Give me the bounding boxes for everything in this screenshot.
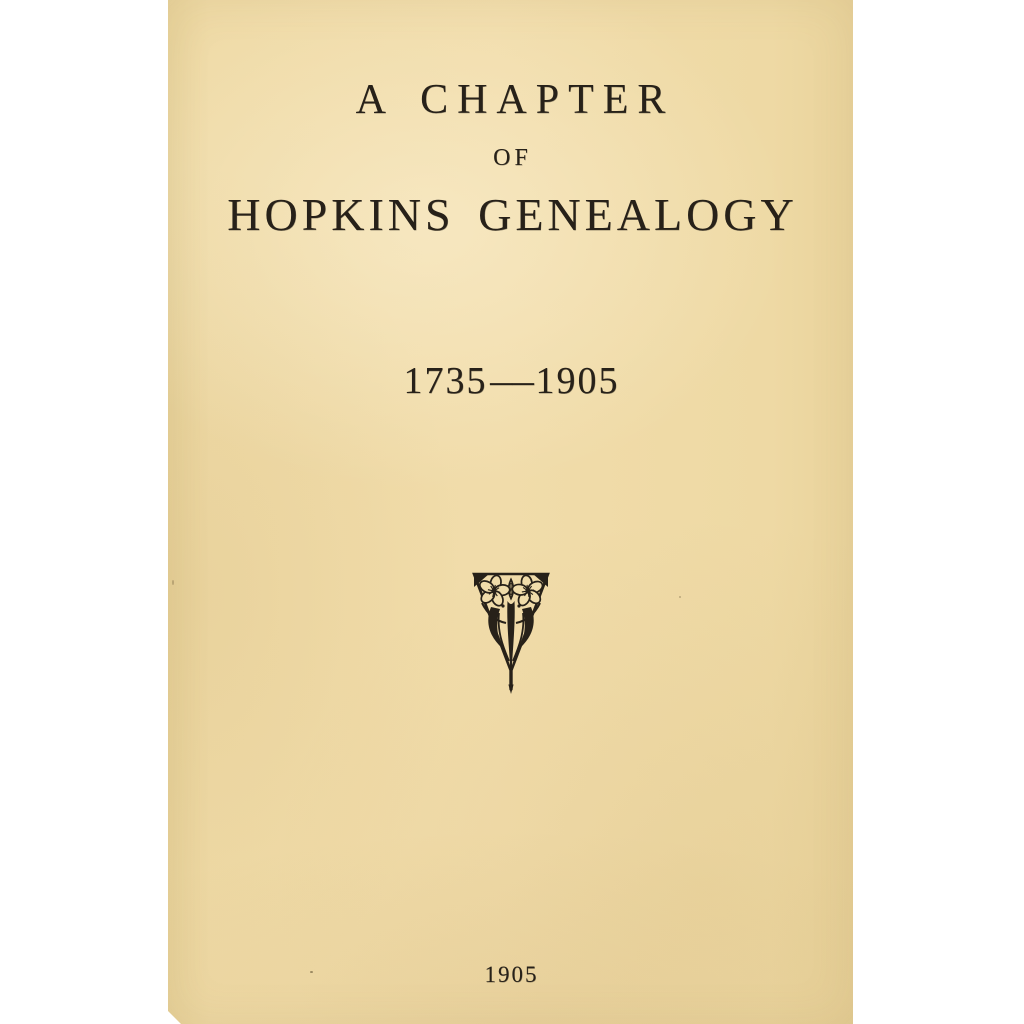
book-title-page bbox=[168, 0, 853, 1024]
paper-speck bbox=[679, 596, 681, 598]
date-range bbox=[168, 362, 853, 400]
imprint-year: 1905 bbox=[484, 962, 539, 987]
page-corner-fold bbox=[168, 1011, 181, 1024]
title-line-of: OF bbox=[493, 145, 532, 171]
title-line-2: HOPKINS GENEALOGY bbox=[227, 189, 798, 240]
floral-triangle-ornament-icon bbox=[168, 570, 853, 698]
date-start: 1735 bbox=[403, 360, 488, 402]
date-separator-dash: —— bbox=[489, 360, 534, 402]
date-end: 1905 bbox=[535, 360, 620, 402]
paper-speck bbox=[310, 971, 313, 973]
title-line-1: A CHAPTER bbox=[355, 77, 675, 123]
paper-speck bbox=[172, 580, 174, 585]
